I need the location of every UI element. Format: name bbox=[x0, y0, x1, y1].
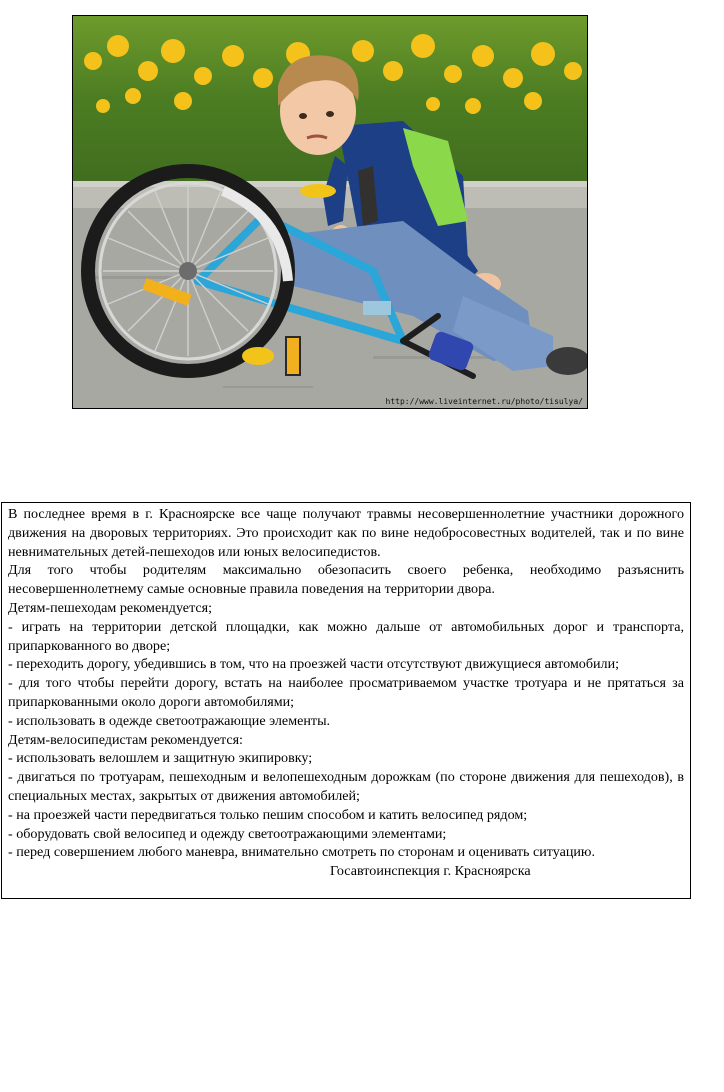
cyclist-rule-1: - использовать велошлем и защитную экипировку; bbox=[8, 750, 313, 767]
pedestrian-rule-2: - переходить дорогу, убедившись в том, что на проезжей части отсутствуют движущиеся автомобили; bbox=[8, 656, 620, 673]
cyclist-rule-3: - на проезжей части передвигаться только пешим способом и катить велосипед рядом; bbox=[8, 806, 528, 823]
pedestrian-rule-3: - для того чтобы перейти дорогу, встать на наиболее просматриваемом участке тротуара и не прятаться за припаркованными около дороги автомобилями; bbox=[8, 675, 684, 710]
cyclist-rule-5: - перед совершением любого маневра, внимательно смотреть по сторонам и оценивать ситуацию. bbox=[8, 844, 595, 861]
photo-illustration bbox=[73, 16, 587, 408]
cyclist-rule-4: - оборудовать свой велосипед и одежду светоотражающими элементами; bbox=[8, 825, 447, 842]
notice-parents-paragraph: Для того чтобы родителям максимально обезопасить своего ребенка, необходимо разъяснить несовершеннолетнему самые основные правила поведения на территории двора. bbox=[8, 562, 684, 598]
notice-signature: Госавтоинспекция г. Красноярска bbox=[330, 863, 531, 880]
notice-intro-paragraph: В последнее время в г. Красноярске все чаще получают травмы несовершеннолетние участники дорожного движения на дворовых территориях. Это происходит как по вине недобросовестных водителей, так и по вине невнимательных детей-пешеходов или юных велосипедистов. bbox=[8, 506, 684, 560]
pedestrians-heading: Детям-пешеходам рекомендуется; bbox=[8, 599, 213, 616]
photo-credit-url: http://www.liveinternet.ru/photo/tisulya/ bbox=[385, 397, 583, 406]
boy-on-bicycle-photo bbox=[72, 15, 588, 409]
pedestrian-rule-1: - играть на территории детской площадки, как можно дальше от автомобильных дорог и транспорта, припаркованного во дворе; bbox=[8, 618, 684, 654]
pedestrian-rule-4: - использовать в одежде светоотражающие элементы. bbox=[8, 712, 331, 729]
cyclist-rule-2: - двигаться по тротуарам, пешеходным и велопешеходным дорожкам (по стороне движения для пешеходов), в специальных местах, закрытых от движения автомобилей; bbox=[8, 769, 684, 804]
safety-notice-box bbox=[1, 502, 691, 899]
cyclists-heading: Детям-велосипедистам рекомендуется: bbox=[8, 731, 243, 748]
